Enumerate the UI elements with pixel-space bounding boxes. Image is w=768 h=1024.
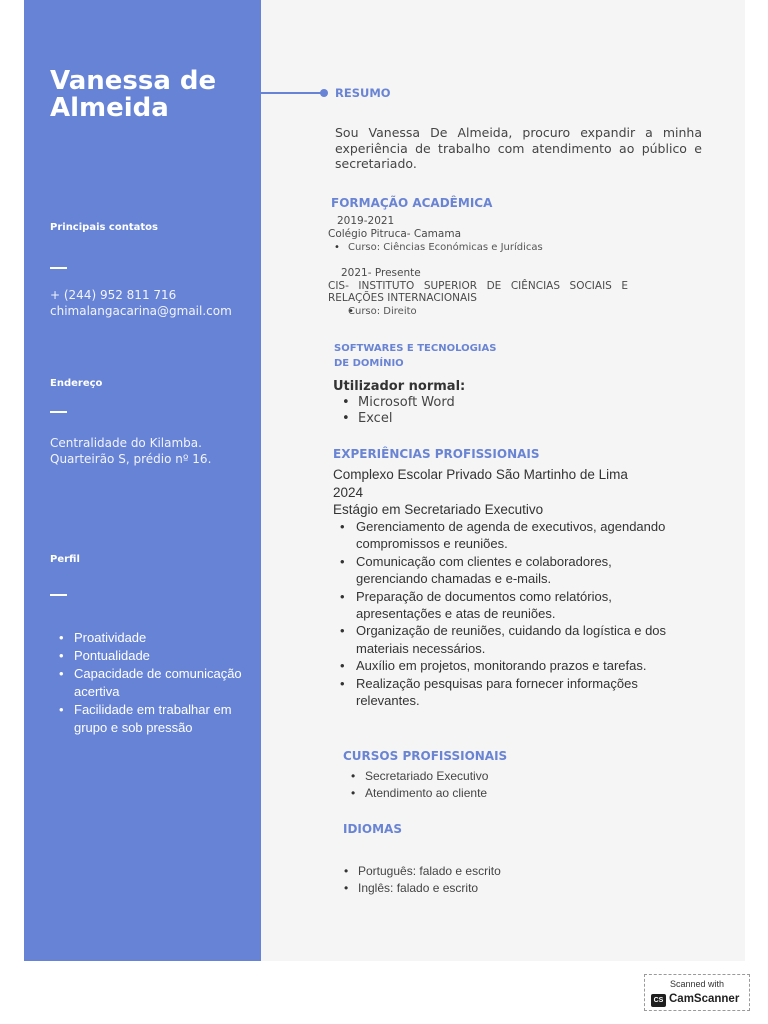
language-item: • Português: falado e escrito (336, 863, 586, 880)
address-heading: Endereço (50, 378, 103, 389)
language-item: • Inglês: falado e escrito (336, 880, 586, 897)
profile-list (50, 629, 250, 737)
profile-divider (50, 594, 67, 596)
duty-item: • Gerenciamento de agenda de executivos, agendando compromissos e reuniões. (333, 518, 673, 553)
duty-item: • Comunicação com clientes e colaboradores, gerenciando chamadas e e-mails. (333, 553, 673, 588)
software-item: • Excel (333, 411, 533, 427)
profile-heading: Perfil (50, 554, 80, 565)
resumo-text: Sou Vanessa De Almeida, procuro expandir a minha experiência de trabalho com atendimento ao público e secretariado. (335, 125, 702, 171)
duty-item: • Realização pesquisas para fornecer informações relevantes. (333, 675, 673, 710)
software-heading (334, 341, 496, 371)
sidebar (24, 0, 261, 961)
courses-heading: CURSOS PROFISSIONAIS (343, 749, 508, 763)
contacts-heading: Principais contatos (50, 222, 158, 233)
software-list (333, 395, 533, 427)
duty-item: • Organização de reuniões, cuidando da logística e dos materiais necessários. (333, 622, 673, 657)
languages-list (336, 863, 586, 896)
education-1-school: Colégio Pitruca- Camama (328, 228, 462, 240)
education-1-course: • Curso: Ciências Económicas e Jurídicas (327, 241, 627, 254)
education-2-years: 2021- Presente (341, 267, 421, 279)
education-1-years: 2019-2021 (337, 215, 395, 227)
profile-item: • Proatividade (50, 629, 250, 647)
course-item: • Secretariado Executivo (343, 768, 593, 785)
education-1-details (327, 241, 627, 254)
experience-duties (333, 518, 673, 709)
profile-item: • Capacidade de comunicação acertiva (50, 665, 250, 701)
education-2-details (327, 305, 627, 318)
email-address: chimalangacarina@gmail.com (50, 304, 232, 318)
camscanner-badge (644, 974, 750, 1011)
camscanner-brand: CamScanner (669, 993, 740, 1005)
education-2-school-line-2: RELAÇÕES INTERNACIONAIS (328, 292, 477, 304)
candidate-name: Vanessa de Almeida (50, 66, 217, 123)
course-item: • Atendimento ao cliente (343, 785, 593, 802)
software-heading-line-2: DE DOMÍNIO (334, 358, 404, 369)
resumo-connector-line (261, 92, 323, 94)
experience-year: 2024 (333, 485, 364, 500)
education-2-school-line-1: CIS- INSTITUTO SUPERIOR DE CIÊNCIAS SOCIAIS E (328, 280, 628, 292)
address-line-2: Quarteirão S, prédio nº 16. (50, 452, 212, 466)
experience-heading: EXPERIÊNCIAS PROFISSIONAIS (333, 447, 540, 461)
software-item: • Microsoft Word (333, 395, 533, 411)
camscanner-logo-icon: CS (651, 994, 666, 1007)
experience-role: Estágio em Secretariado Executivo (333, 502, 544, 517)
software-heading-line-1: SOFTWARES E TECNOLOGIAS (334, 343, 497, 354)
phone-number: + (244) 952 811 716 (50, 288, 177, 302)
resumo-heading: RESUMO (335, 86, 391, 100)
resumo-connector-dot (320, 89, 328, 97)
address-line-1: Centralidade do Kilamba. (50, 436, 202, 450)
profile-item: • Facilidade em trabalhar em grupo e sob pressão (50, 701, 250, 737)
experience-company: Complexo Escolar Privado São Martinho de Lima (333, 467, 628, 482)
scanned-with-label: Scanned with (669, 979, 725, 989)
profile-item: • Pontualidade (50, 647, 250, 665)
education-2-course: • Curso: Direito (327, 305, 627, 318)
courses-list (343, 768, 593, 801)
duty-item: • Preparação de documentos como relatórios, apresentações e atas de reuniões. (333, 588, 673, 623)
address-divider (50, 411, 67, 413)
languages-heading: IDIOMAS (343, 822, 402, 836)
contacts-divider (50, 267, 67, 269)
education-heading: FORMAÇÃO ACADÊMICA (331, 196, 493, 210)
duty-item: • Auxílio em projetos, monitorando prazos e tarefas. (333, 657, 673, 674)
software-level: Utilizador normal: (333, 379, 466, 394)
